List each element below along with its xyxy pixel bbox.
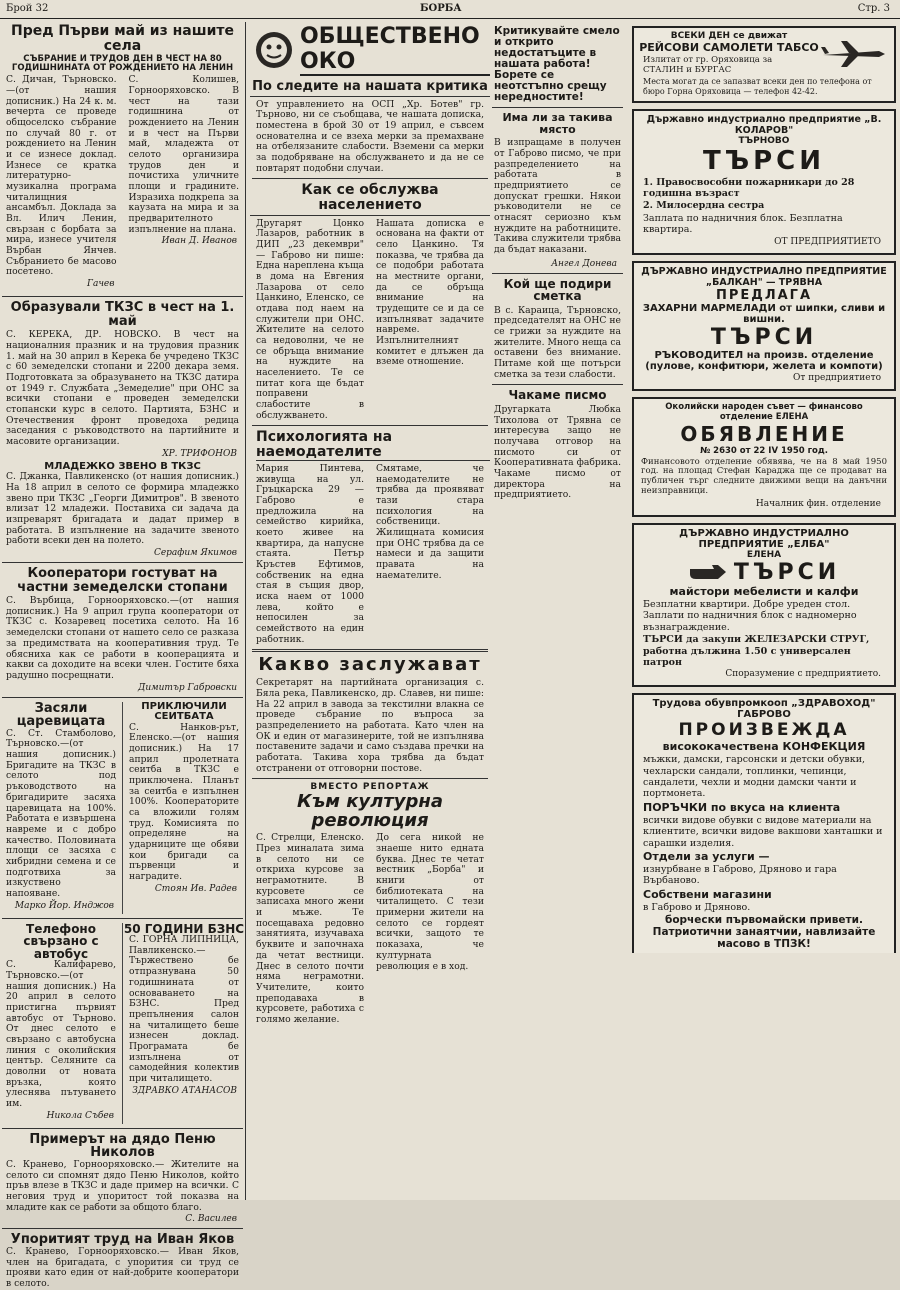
article-signature: Серафим Якимов <box>153 547 237 558</box>
ad-title: ДЪРЖАВНО ИНДУСТРИАЛНО ПРЕДПРИЯТИЕ „ЕЛБА" <box>679 527 849 550</box>
article-title: Психологията на наемодателите <box>256 430 490 460</box>
column-public-eye <box>250 22 490 1200</box>
ad-tabso <box>632 26 896 103</box>
article-text: С. Кранево, Горнооряховско.— Жителите на селото си спомнят дядо Пеню Николов, който пръв влезе в ТКЗС и даде пример на всички. С неговия труд и упоритост той показва на младите как се работи за общото благо. <box>6 1159 239 1213</box>
ad-signature: От предприятието <box>793 372 881 383</box>
ad-city: ТЪРНОВО <box>738 135 790 146</box>
ad-item: 2. Милосердна сестра <box>643 200 765 212</box>
article-signature: Димитър Габровски <box>138 682 237 693</box>
ad-text: всички видове обувки с видове материали на клиентите, всички видове вакшови ханташки и сарашки изделия. <box>643 814 883 849</box>
article-text: В изпращаме в получен от Габрово писмо, че при разпределението на работата в предприятието се допускат грешки. Някои ръководители не се отнасят сериозно към нуждите на работниците. Такива служители трябва да бъдат наказани. <box>494 137 621 255</box>
article-text: Секретарят на партийната организация с. Бяла река, Павликенско, др. Славев, ни пише: На 22 април в завода за текстилни влакна се проведе събрание по въпроса за разпределението на работата. Като член на ОК и един от магазинерите, той не изпълнява поставените задачи и само създава пречки на работата. Такива хора трябва да бъдат отстранени от отговорни постове. <box>256 677 484 774</box>
article-text: В с. Караица, Търновско, председателят на ОНС не се грижи за нуждите на жителите. Много неща са оставени без внимание. Питаме кой ще потърси сметка за тези слабости. <box>494 304 621 380</box>
article-title: Чакаме писмо <box>508 388 607 403</box>
article-signature: Стоян Ив. Радев <box>154 883 237 894</box>
ad-balkan <box>632 261 896 391</box>
article-text: Мария Пинтева, живуща на ул. Гръцкарска 29 — Габрово е предложила на семейство кирийка, което живее на квартира, да напусне стаята. Петър Кръстев Ефтимов, собственик на една стая в същия двор, иска наем от 1000 лева, който е непосилен за семейството на един работник. <box>256 462 364 645</box>
ad-headline: ТЪРСИ <box>702 145 826 176</box>
article-text: Нашата дописка е основана на факти от село Цанкино. Тя показва, че трябва да се подобри работата на местните органи, да се обръща внимание на трудещите се и да се изпълняват задачите навреме. Изпълнителният комитет е длъжен да вземе отношение. <box>376 217 484 368</box>
ad-text: борчески първомайски привети. <box>665 914 863 927</box>
article-text: С. КЕРЕКА, ДР. НОВСКО. В чест на националния празник и на трудовия празник 1. май на 30 април в Керека бе учредено ТКЗС с 60 земеделски стопани и 2200 декара земя. Подготовката за образуването на ТКЗС датира от 1949 г. Службата „Земеделие" при ОНС за всички стопани е проведен земеделски стопански курс в селото. Партията, БЗНС и Отечествения фронт проведоха редица заседания с ръководството на партийните и масовите организации. <box>6 329 239 447</box>
article-text: Смятаме, че наемодателите не трябва да проявяват тази стара психология на собственици. Жилищната комисия при ОНС трябва да се намеси и да защити правата на наемателите. <box>376 462 484 581</box>
section-logo-text: ОБЩЕСТВЕНО ОКО <box>300 24 490 76</box>
ad-elba <box>632 523 896 687</box>
article-text: С. Джанка, Павликенско (от нашия дописник.) На 18 април в селото се формира младежко звено при ТКЗС „Георги Димитров". В звеното влизат 12 младежи. Поставиха си задача да изпреварят бригадата и дадат пример в работата. В изпълнение на задачите звеното работи всеки ден на полето. <box>6 471 239 547</box>
article-text: Другарката Любка Тихолова от Трявна се интересува защо не получава отговор на писмото си от Кооперативната фабрика. Чакаме писмо от директора на предприятието. <box>494 404 621 501</box>
ad-title: Трудова обувпромкооп „ЗДРАВОХОД" ГАБРОВО <box>652 698 876 721</box>
ad-zdravohod <box>632 693 896 953</box>
article-title: Към културна революция <box>297 790 443 831</box>
article-title: МЛАДЕЖКО ЗВЕНО В ТКЗС <box>44 460 201 472</box>
ad-text: висококачествена КОНФЕКЦИЯ <box>662 740 866 754</box>
article-title: Засяли царевицата <box>16 700 106 730</box>
article-title: Упоритият труд на Иван Яков <box>10 1232 235 1248</box>
article-text: С. Колишев, Горнооряховско. В чест на тази годишнина от рождението на Ленин и в чест на Първи май, младежта от селото организира трудов ден и почистиха уличните площи и градините. Изразиха подкрепа за каузата на мира и за предварителното изпълнение на плана. <box>128 74 239 235</box>
article-text: С. Върбица, Горнооряховско.—(от нашия дописник.) На 9 април група кооператори от ТКЗС с. Козаревец посетиха селото. На 16 земеделски стопани от нашето село се разказа за предимствата на кооперативния труд. Те обясниха как се работи в кооперацията и какви са доходите на всеки член. Гостите бяха радушно посрещнати. <box>6 595 239 681</box>
article-signature: Иван Д. Иванов <box>161 236 237 247</box>
eye-face-icon <box>254 30 294 70</box>
section-label: ВМЕСТО РЕПОРТАЖ <box>310 782 430 793</box>
article-title: Кой ще подири сметка <box>503 276 612 304</box>
ad-text: Излитат от гр. Оряховица за СТАЛИН и БУРГАС <box>643 55 773 76</box>
article-title: Пред Първи май из нашите села <box>10 23 234 54</box>
article-text: До сега никой не знаеше нито едната буква. Днес те четат вестник „Борба" и книги от библиотеката на читалището. С тези примерни жители на селото се гордеят всички, защото те показаха, че културната революция е в ход. <box>376 832 484 972</box>
article-text: Другарят Цонко Лазаров, работник в ДИП „23 декември" — Габрово ни пише: Една нареплена къща в дома на Евгения Лазарова от село Цанкино, Еленско, се отдава под наем на служители при ОНС. Жителите на селото са недоволни, че не се обръща внимание на нуждите на населението. Те се питат кога ще бъдат поправени слабостите в обслужването. <box>256 217 364 421</box>
pointing-hand-icon <box>688 563 728 581</box>
article-title: Кооператори гостуват на частни земеделски стопани <box>17 565 228 595</box>
article-signature: ХР. ТРИФОНОВ <box>162 448 237 459</box>
ad-item: 1. Правосвособни пожарникари до 28 годишна възраст <box>643 176 855 199</box>
ad-text: ВСЕКИ ДЕН се движат <box>670 31 788 41</box>
ad-city: ЕЛЕНА <box>746 549 782 560</box>
article-signature: С. Василев <box>185 1214 237 1225</box>
ad-text: ЗАХАРНИ МАРМЕЛАДИ от шипки, сливи и вишни. <box>642 302 886 325</box>
article-signature: ЗДРАВКО АТАНАСОВ <box>132 1085 237 1096</box>
ad-kolarov <box>632 109 896 255</box>
slogan-text: Критикувайте смело и открито недостатъците в нашата работа! Борете се неотстъпно срещу нередностите! <box>494 25 620 104</box>
ad-text: Безплатни квартири. Добре уреден стол. Заплати по надничния блок с надномерно възнаграждение. <box>643 598 857 633</box>
ad-title: Държавно индустриално предприятие „В. КОЛАРОВ" <box>646 113 882 136</box>
ad-headline: ОБЯВЛЕНИЕ <box>680 421 848 446</box>
ad-signature: Споразумение с предприятието. <box>725 669 881 680</box>
article-text: С. Нанков-рът, Еленско.—(от нашия дописник.) На 17 април пролетната сеитба в ТКЗС е приключена. Планът за сеитба е изпълнен 100%. Кооператорите са вложили голям труд. Комисията по определяне на ударниците ще обяви кои бригади са първенци и наградите. <box>129 721 239 882</box>
article-title: По следите на нашата критика <box>250 80 490 97</box>
article-subtitle: СЪБРАНИЕ И ТРУДОВ ДЕН В ЧЕСТ НА 80 ГОДИШНИНАТА ОТ РОЖДЕНИЕТО НА ЛЕНИН <box>11 54 234 74</box>
ad-text: Финансовото отделение обявява, че на 8 май 1950 год. на площад Стефан Караджа ще се продават на публичен търг следните движими вещи на данъчни неизправници. <box>641 456 887 497</box>
article-title: ПРИКЛЮЧИЛИ СЕИТБАТА <box>141 700 227 723</box>
article-title: Образували ТКЗС в чест на 1. май <box>10 299 235 329</box>
article-signature: Гачев <box>87 278 115 289</box>
article-signature: Никола Събев <box>46 1110 114 1121</box>
ad-text: ПОРЪЧКИ по вкуса на клиента <box>643 800 841 814</box>
airplane-icon <box>819 37 889 71</box>
ad-text: Отдели за услуги — <box>643 850 770 864</box>
ad-signature: ОТ ПРЕДПРИЯТИЕТО <box>774 236 881 247</box>
ad-headline: ПРЕДЛАГА <box>715 287 813 303</box>
issue-number: Брой 32 <box>6 3 49 14</box>
ad-text: Места могат да се запазват всеки ден по телефона от бюро Горна Оряховица — телефон 42-42. <box>643 77 872 96</box>
page-number: Стр. 3 <box>857 3 890 14</box>
section-logo <box>254 24 490 76</box>
article-signature: Ангел Донева <box>551 258 617 269</box>
ad-text: № 2630 от 22 IV 1950 год. <box>699 445 828 456</box>
ad-text: ТЪРСИ да закупи ЖЕЛЕЗАРСКИ СТРУГ, работна дължина 1.50 с универсален патрон <box>643 634 870 668</box>
ad-text: майстори мебелисти и калфи <box>669 584 859 598</box>
ad-text: РЪКОВОДИТЕЛ на произв. отделение (пулове, конфитюри, желета и компоти) <box>645 349 883 372</box>
ad-finance-notice <box>632 397 896 517</box>
article-text: С. ГОРНА ЛИПНИЦА, Павликенско.— Тържествено бе отпразнувана 50 годишнината от основаването на БЗНС. Пред препълнения салон на читалището беше изнесен доклад. Програмата бе изпълнена от самодейния колектив при читалището. <box>129 934 239 1084</box>
page-header <box>0 0 900 19</box>
article-text: С. Калифарево, Търновско.—(от нашия дописник.) На 20 април в селото пристигна първият автобус от Търново. От днес селото е свързано с автобусна линия с околийския център. Селяните са доволни от новата връзка, която улеснява пътуването им. <box>6 959 116 1110</box>
column-village-news <box>0 22 246 1290</box>
ad-title: ДЪРЖАВНО ИНДУСТРИАЛНО ПРЕДПРИЯТИЕ „БАЛКАН" — ТРЯВНА <box>641 265 887 288</box>
ad-text: в Габрово и Дряново. <box>643 901 751 913</box>
column-ads <box>630 22 900 1200</box>
ad-headline: ПРОИЗВЕЖДА <box>678 720 850 741</box>
article-title: 50 ГОДИНИ БЗНС <box>123 921 245 936</box>
article-text: С. Дичан, Търновско.—(от нашия дописник.) На 24 к. м. вечерта се проведе общоселско събрание по случай 80 г. от рождението на Ленин и се изнесе доклад. Изнесе се кратка литературно-музикална програма читалищния ансамбъл. Доклада за Вл. Илич Ленин, свързан с борбата за мира, изнесе учителя Върбан Янчев. Събранието бе масово посетено. <box>6 74 117 278</box>
ad-text: изнурбване в Габрово, Дряново и гара Върбаново. <box>643 864 837 887</box>
ad-title: Околийски народен съвет — финансово отделение ЕЛЕНА <box>665 401 863 422</box>
ad-headline: ТЪРСИ <box>710 324 818 350</box>
article-text: С. Стрелци, Еленско. През миналата зима в селото ни се откриха курсове за неграмотните. В курсовете се записаха много жени и мъже. Те посещаваха редовно занятията, изучаваха буквите и започнаха да четат вестници. Днес в селото почти няма неграмотни. Учителите, които преподаваха в курсовете, работиха с голямо желание. <box>256 832 364 1025</box>
ad-text: мъжки, дамски, гарсонски и детски обувки, чехларски сандали, топлинки, чепинци, сандалети, чехли и модни дамски чанти и портмонета. <box>643 754 866 800</box>
column-critique <box>490 22 625 1200</box>
ad-headline: ТЪРСИ <box>733 559 841 585</box>
article-text: С. Кранево, Горнооряховско.— Иван Яков, член на бригадата, с упорития си труд се прояви като един от най-добрите кооператори в селото. <box>6 1246 239 1290</box>
article-text: С. Ст. Стамболово, Търновско.—(от нашия дописник.) Бригадите на ТКЗС в селото под ръководството на бригадирите засяха царевицата на 100%. Работата е извършена навреме и с добро качество. Половината площи се засяха с хибридни семена и се подготвиха за изкуствено напояване. <box>6 727 116 899</box>
ad-signature: Началник фин. отделение <box>755 498 881 509</box>
paper-name: БОРБА <box>420 3 462 14</box>
ad-title: РЕЙСОВИ САМОЛЕТИ ТАБСО <box>639 41 819 54</box>
article-title: Има ли за такива място <box>502 111 613 136</box>
article-text: От управлението на ОСП „Хр. Ботев" гр. Търново, ни се съобщава, че нашата дописка, поместена в брой 30 от 19 април, е съвсем основателна и се взеха мерки за премахване на отбелязаните слабости. Вземени са мерки за подобряване на обслужването и да не се повтарят подобни случаи. <box>256 98 484 174</box>
ad-text: Собствени магазини <box>643 887 772 901</box>
article-title: Как се обслужва населението <box>250 183 490 215</box>
article-title: Телефоно свързано с автобус <box>23 921 99 961</box>
ad-text: Заплата по надничния блок. Безплатна квартира. <box>643 212 843 236</box>
article-signature: Марко Йор. Инджов <box>14 900 114 911</box>
article-title: Какво заслужават <box>258 654 482 676</box>
article-title: Примерът на дядо Пеню Николов <box>29 1131 216 1161</box>
ad-text: Патриотични занаятчии, навлизайте масово в ТПЗК! <box>652 926 876 951</box>
